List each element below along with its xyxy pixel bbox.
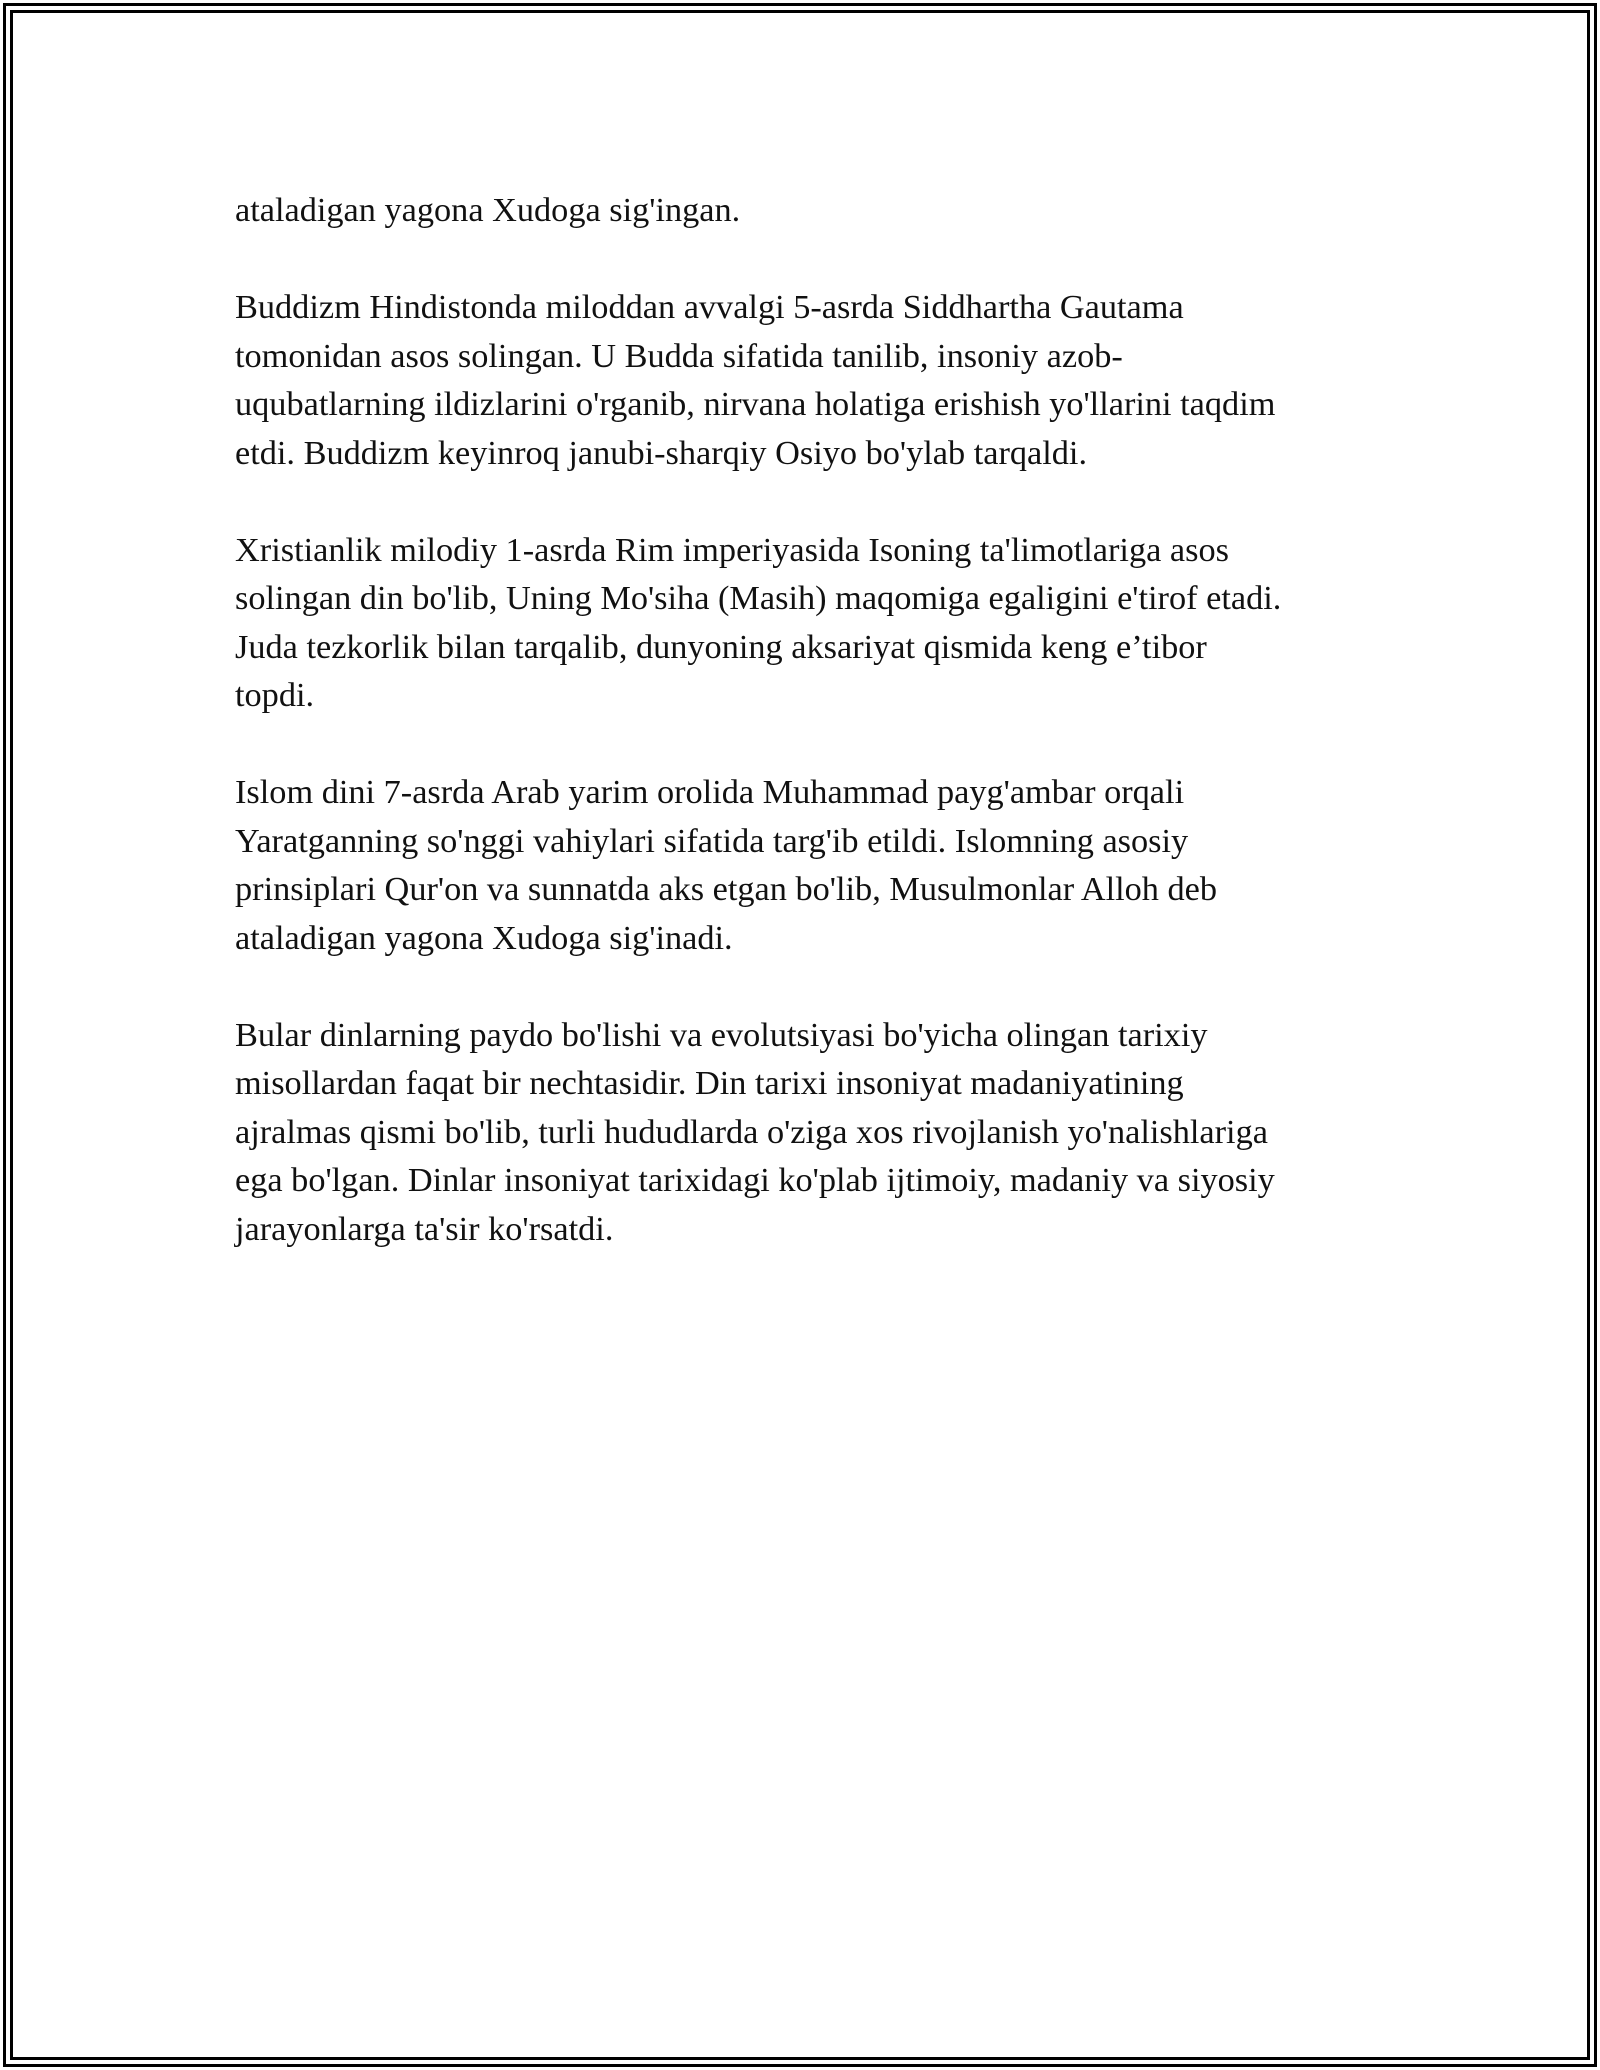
paragraph-buddhism: Buddizm Hindistonda miloddan avvalgi 5-asrda Siddhartha Gautama tomonidan asos solingan. U Budda sifatida tanilib, insoniy azob- uqubatlarning ildizlarini o'rganib, nirvana holatiga erishish yo'llarini taqdim etdi. Buddizm keyinroq janubi-sharqiy Osiyo bo'ylab tarqaldi. xyxy=(235,288,1276,472)
document-body xyxy=(235,186,1375,1302)
paragraph-islam: Islom dini 7-asrda Arab yarim orolida Muhammad payg'ambar orqali Yaratganning so'nggi vahiylari sifatida targ'ib etildi. Islomning asosiy prinsiplari Qur'on va sunnatda aks etgan bo'lib, Musulmonlar Alloh deb ataladigan yagona Xudoga sig'inadi. xyxy=(235,773,1218,957)
paragraph-conclusion: Bular dinlarning paydo bo'lishi va evolutsiyasi bo'yicha olingan tarixiy misollardan faqat bir nechtasidir. Din tarixi insoniyat madaniyatining ajralmas qismi bo'lib, turli hududlarda o'ziga xos rivojlanish yo'nalishlariga ega bo'lgan. Dinlar insoniyat tarixidagi ko'plab ijtimoiy, madaniy va siyosiy jarayonlarga ta'sir ko'rsatdi. xyxy=(235,1015,1275,1248)
paragraph-christianity: Xristianlik milodiy 1-asrda Rim imperiyasida Isoning ta'limotlariga asos solingan din bo'lib, Uning Mo'siha (Masih) maqomiga egaligini e'tirof etadi. Juda tezkorlik bilan tarqalib, dunyoning aksariyat qismida keng e’tibor topdi. xyxy=(235,530,1282,714)
paragraph-continuation: ataladigan yagona Xudoga sig'ingan. xyxy=(235,191,741,229)
